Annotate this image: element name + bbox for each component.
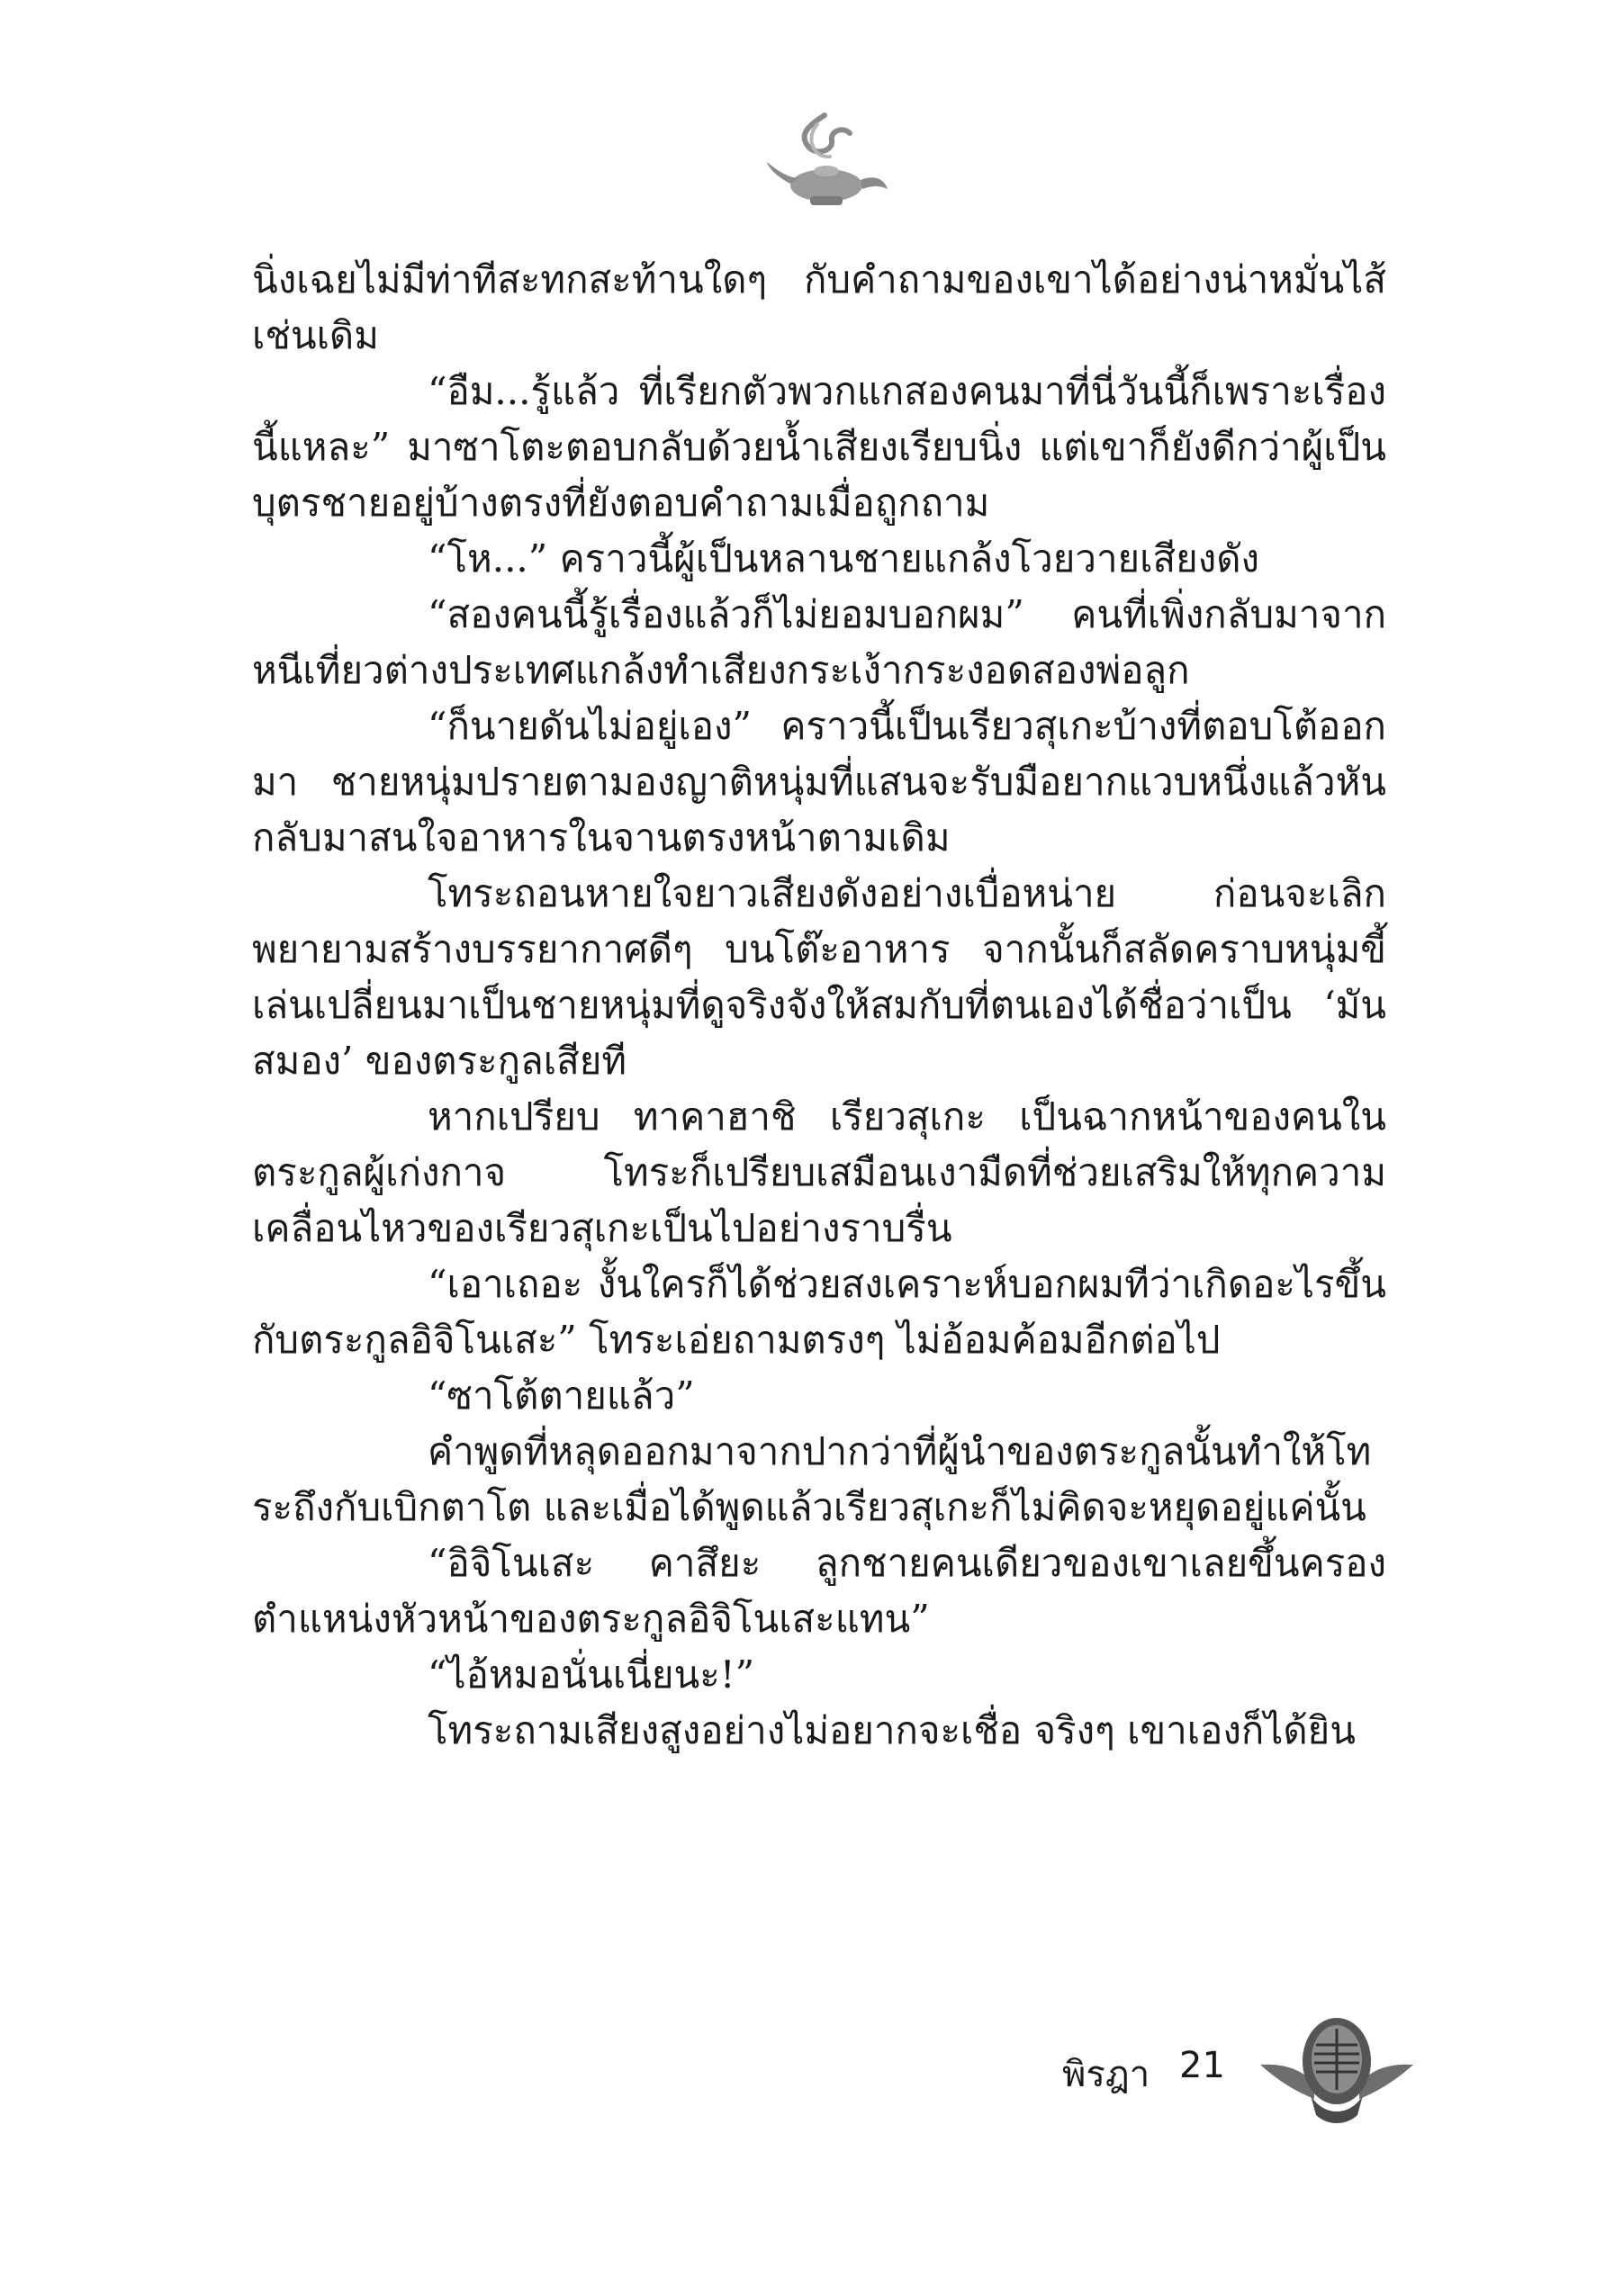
kendo-mask-icon <box>1251 2009 1422 2135</box>
paragraph: “ไอ้หมอนั่นเนี่ยนะ!” <box>428 1652 755 1697</box>
paragraph: “เอาเถอะ งั้นใครก็ได้ช่วยสงเคราะห์บอกผมทีว่าเกิดอะไรขึ้นกับตระกูลอิจิโนเสะ” โทระเอ่ยถามตรงๆ ไม่อ้อมค้อมอีกต่อไป <box>252 1262 1386 1362</box>
paragraph: นิ่งเฉยไม่มีท่าทีสะทกสะท้านใดๆ กับคำถามของเขาได้อย่างน่าหมั่นไส้เช่นเดิม <box>252 257 1386 357</box>
paragraph: “อืม...รู้แล้ว ที่เรียกตัวพวกแกสองคนมาที่นี่วันนี้ก็เพราะเรื่องนี้แหละ” มาซาโตะตอบกลับด้วยน้ำเสียงเรียบนิ่ง แต่เขาก็ยังดีกว่าผู้เป็นบุตรชายอยู่บ้างตรงที่ยังตอบคำถามเมื่อถูกถาม <box>252 369 1386 525</box>
paragraph: หากเปรียบ ทาคาฮาชิ เรียวสุเกะ เป็นฉากหน้าของคนในตระกูลผู้เก่งกาจ โทระก็เปรียบเสมือนเงามืดที่ช่วยเสริมให้ทุกความเคลื่อนไหวของเรียวสุเกะเป็นไปอย่างราบรื่น <box>252 1094 1386 1250</box>
footer-author: พิรฎา <box>1062 2054 1150 2095</box>
paragraph: โทระถอนหายใจยาวเสียงดังอย่างเบื่อหน่าย ก่อนจะเลิกพยายามสร้างบรรยากาศดีๆ บนโต๊ะอาหาร จากนั้นก็สลัดคราบหนุ่มขี้เล่นเปลี่ยนมาเป็นชายหนุ่มที่ดูจริงจังให้สมกับที่ตนเองได้ชื่อว่าเป็น ‘มันสมอง’ ของตระกูลเสียที <box>252 871 1386 1083</box>
page-text <box>252 252 1386 1759</box>
paragraph: “ซาโต้ตายแล้ว” <box>428 1373 695 1418</box>
page-number: 21 <box>1179 2045 1225 2086</box>
page-footer <box>1026 2009 1422 2135</box>
paragraph: โทระถามเสียงสูงอย่างไม่อยากจะเชื่อ จริงๆ เขาเองก็ได้ยิน <box>428 1708 1356 1752</box>
paragraph: “สองคนนี้รู้เรื่องแล้วก็ไม่ยอมบอกผม” คนที่เพิ่งกลับมาจากหนีเที่ยวต่างประเทศแกล้งทำเสียงกระเง้ากระงอดสองพ่อลูก <box>252 592 1386 692</box>
paragraph: คำพูดที่หลุดออกมาจากปากว่าที่ผู้นำของตระกูลนั้นทำให้โทระถึงกับเบิกตาโต และเมื่อได้พูดแล้วเรียวสุเกะก็ไม่คิดจะหยุดอยู่แค่นั้น <box>252 1429 1372 1529</box>
paragraph: “อิจิโนเสะ คาสึยะ ลูกชายคนเดียวของเขาเลยขึ้นครองตำแหน่งหัวหน้าของตระกูลอิจิโนเสะแทน” <box>252 1541 1386 1641</box>
paragraph: “โห...” คราวนี้ผู้เป็นหลานชายแกล้งโวยวายเสียงดัง <box>428 536 1260 581</box>
paragraph: “ก็นายดันไม่อยู่เอง” คราวนี้เป็นเรียวสุเกะบ้างที่ตอบโต้ออกมา ชายหนุ่มปรายตามองญาติหนุ่มที่แสนจะรับมือยากแวบหนึ่งแล้วหันกลับมาสนใจอาหารในจานตรงหน้าตามเดิม <box>252 704 1386 860</box>
genie-lamp-icon <box>762 106 897 216</box>
